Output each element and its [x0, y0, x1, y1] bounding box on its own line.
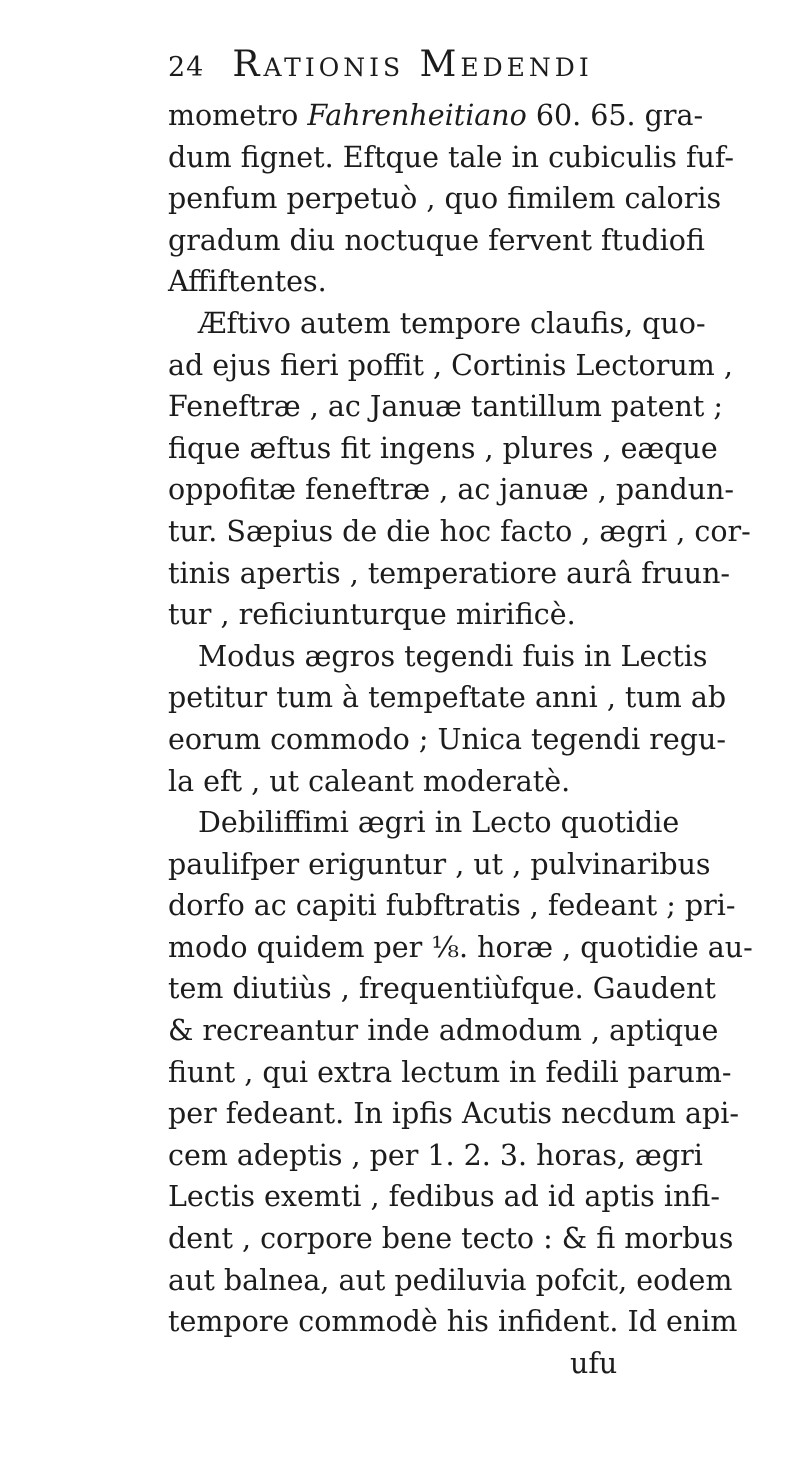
text-span: petitur tum à tempeftate anni , tum ab — [168, 681, 727, 715]
text-line — [168, 1301, 780, 1343]
text-span: tur. Sæpius de die hoc facto , ægri , cor- — [168, 514, 751, 548]
running-head: Rationis Medendi — [232, 44, 593, 85]
text-line — [168, 511, 780, 553]
text-line — [168, 220, 780, 262]
text-line — [168, 1093, 780, 1135]
text-span: per fedeant. In ipfis Acutis necdum api- — [168, 1097, 739, 1131]
text-line — [168, 802, 780, 844]
text-line — [168, 1176, 780, 1218]
text-span: la eft , ut caleant moderatè. — [168, 764, 571, 798]
italic-text: Fahrenheitiano — [307, 99, 527, 132]
text-span: Affiftentes. — [168, 265, 327, 299]
text-span: mometro — [168, 99, 308, 132]
text-span: Debiliffimi ægri in Lecto quotidie — [198, 806, 680, 840]
text-line — [168, 719, 780, 761]
text-line — [168, 636, 780, 678]
text-span: dum fignet. Eftque tale in cubiculis fuf- — [168, 140, 735, 174]
text-span: cem adeptis , per 1. 2. 3. horas, ægri — [168, 1138, 703, 1172]
text-span: fique æftus fit ingens , plures , eæque — [168, 431, 718, 465]
text-span: Feneftræ , ac Januæ tantillum patent ; — [168, 390, 723, 424]
text-line — [168, 1260, 780, 1302]
text-span: modo quidem per ⅛. horæ , quotidie au- — [168, 930, 753, 964]
text-span: Lectis exemti , fedibus ad id aptis infi- — [168, 1180, 720, 1214]
text-line — [168, 1010, 780, 1052]
text-line — [168, 553, 780, 595]
text-line — [168, 469, 780, 511]
text-span: tur , reficiunturque mirificè. — [168, 598, 576, 632]
text-span: dent , corpore bene tecto : & fi morbus — [168, 1222, 734, 1256]
text-span: eorum commodo ; Unica tegendi regu- — [168, 722, 726, 756]
text-span: Æftivo autem tempore claufis, quo- — [198, 306, 706, 340]
text-span: fiunt , qui extra lectum in fedili parum- — [168, 1055, 732, 1089]
text-line — [168, 386, 780, 428]
text-line — [168, 927, 780, 969]
text-span: 60. 65. gra- — [526, 99, 704, 132]
text-span: dorfo ac capiti fubftratis , fedeant ; pri- — [168, 889, 736, 923]
text-line — [168, 594, 780, 636]
text-line — [168, 303, 780, 345]
text-span: aut balnea, aut pediluvia pofcit, eodem — [168, 1263, 733, 1297]
text-line — [168, 95, 780, 137]
text-span: paulifper eriguntur , ut , pulvinaribus — [168, 847, 711, 881]
text-line — [168, 885, 780, 927]
text-span: tinis apertis , temperatiore aurâ fruun- — [168, 556, 731, 590]
text-line — [168, 1135, 780, 1177]
text-span: penfum perpetuò , quo fimilem caloris — [168, 182, 722, 216]
text-line — [168, 1218, 780, 1260]
text-line — [168, 968, 780, 1010]
text-span: oppofitæ feneftræ , ac januæ , pandun- — [168, 473, 735, 507]
text-line — [168, 261, 780, 303]
body-text — [168, 95, 780, 1384]
text-line — [168, 178, 780, 220]
text-line — [168, 137, 780, 179]
page-number: 24 — [168, 52, 205, 83]
text-line — [168, 428, 780, 470]
text-span: & recreantur inde admodum , aptique — [168, 1014, 719, 1048]
text-line — [168, 844, 780, 886]
text-span: tem diutiùs , frequentiùfque. Gaudent — [168, 972, 716, 1006]
text-span: Modus ægros tegendi fuis in Lectis — [198, 639, 708, 673]
text-line — [168, 677, 780, 719]
text-span: gradum diu noctuque fervent ftudiofi — [168, 223, 705, 257]
text-line — [168, 1052, 780, 1094]
text-line — [168, 345, 780, 387]
catchword: ufu — [570, 1346, 618, 1380]
page-header — [168, 44, 593, 94]
text-span: tempore commodè his infident. Id enim — [168, 1305, 738, 1339]
text-span: ad ejus fieri poffit , Cortinis Lectorum , — [168, 348, 733, 382]
text-line — [168, 761, 780, 803]
